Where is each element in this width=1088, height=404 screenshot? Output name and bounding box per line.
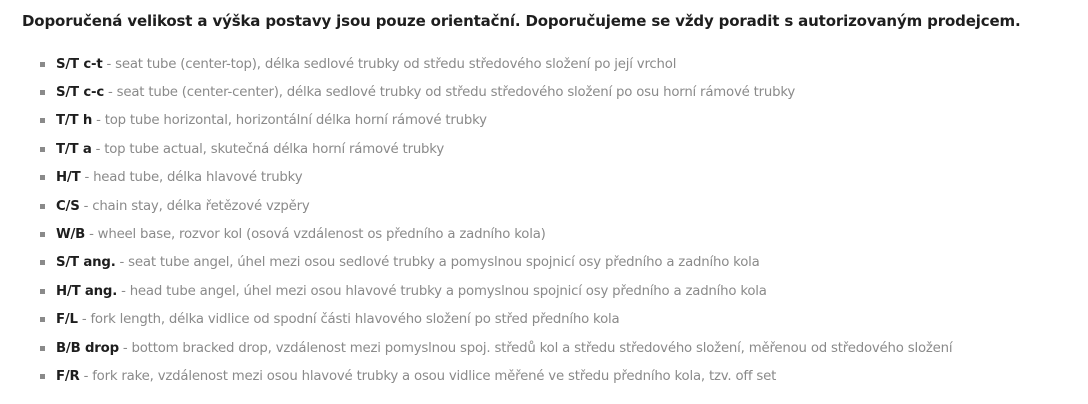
bullet-icon [40, 374, 45, 379]
legend-description: bottom bracked drop, vzdálenost mezi pomyslnou spoj. středů kol a středu středového složení, měřenou od středového složení [131, 340, 953, 356]
legend-abbreviation: T/T a [56, 141, 92, 157]
legend-abbreviation: H/T ang. [56, 283, 118, 299]
bullet-icon [40, 289, 45, 294]
bullet-icon [40, 175, 45, 180]
bullet-icon [40, 62, 45, 67]
bullet-icon [40, 90, 45, 95]
legend-item-ht-ang [40, 277, 952, 305]
legend-separator: - [95, 141, 101, 157]
legend-item-wb [40, 220, 952, 248]
geometry-legend-list [40, 50, 952, 391]
legend-abbreviation: T/T h [56, 113, 93, 129]
legend-separator: - [81, 312, 87, 328]
legend-item-fr [40, 362, 952, 390]
legend-abbreviation: F/L [56, 312, 78, 328]
legend-item-cs [40, 192, 952, 220]
bullet-icon [40, 260, 45, 265]
bullet-icon [40, 204, 45, 209]
legend-abbreviation: S/T c-c [56, 85, 105, 101]
legend-description: seat tube (center-center), délka sedlové trubky od středu středového složení po osu horní rámové trubky [116, 85, 796, 101]
bullet-icon [40, 147, 45, 152]
legend-abbreviation: W/B [56, 227, 86, 243]
legend-description: chain stay, délka řetězové vzpěry [92, 198, 310, 214]
legend-separator: - [106, 56, 112, 72]
legend-item-ht [40, 164, 952, 192]
legend-description: wheel base, rozvor kol (osová vzdálenost os předního a zadního kola) [97, 227, 546, 243]
legend-separator: - [89, 227, 94, 243]
legend-abbreviation: B/B drop [56, 340, 119, 356]
orientation-note: Doporučená velikost a výška postavy jsou pouze orientační. Doporučujeme se vždy poradit s autorizovaným prodejcem. [22, 12, 1021, 30]
bullet-icon [40, 317, 45, 322]
legend-description: fork rake, vzdálenost mezi osou hlavové trubky a osou vidlice měřené ve středu předního kola, tzv. off set [92, 368, 777, 384]
legend-description: head tube, délka hlavové trubky [93, 170, 303, 186]
legend-separator: - [122, 340, 128, 356]
legend-item-tt-a [40, 135, 952, 163]
legend-item-st-cc [40, 78, 952, 106]
legend-separator: - [119, 255, 125, 271]
bullet-icon [40, 346, 45, 351]
legend-abbreviation: S/T ang. [56, 255, 116, 271]
legend-item-st-ang [40, 249, 952, 277]
legend-description: head tube angel, úhel mezi osou hlavové trubky a pomyslnou spojnicí osy předního a zadního kola [129, 283, 767, 299]
legend-abbreviation: H/T [56, 170, 81, 186]
legend-separator: - [96, 113, 101, 129]
bullet-icon [40, 118, 45, 123]
legend-description: top tube horizontal, horizontální délka horní rámové trubky [104, 113, 487, 129]
bullet-icon [40, 232, 45, 237]
legend-item-bb-drop [40, 334, 952, 362]
legend-description: top tube actual, skutečná délka horní rámové trubky [104, 141, 444, 157]
legend-abbreviation: C/S [56, 198, 80, 214]
legend-description: fork length, délka vidlice od spodní části hlavového složení po střed předního kola [90, 312, 620, 328]
legend-abbreviation: S/T c-t [56, 56, 103, 72]
legend-separator: - [83, 198, 89, 214]
legend-separator: - [121, 283, 126, 299]
legend-abbreviation: F/R [56, 368, 80, 384]
legend-item-tt-h [40, 107, 952, 135]
legend-description: seat tube angel, úhel mezi osou sedlové trubky a pomyslnou spojnicí osy předního a zadního kola [128, 255, 760, 271]
legend-separator: - [84, 170, 90, 186]
legend-description: seat tube (center-top), délka sedlové trubky od středu středového složení po její vrchol [115, 56, 677, 72]
legend-item-fl [40, 306, 952, 334]
legend-separator: - [108, 85, 113, 101]
legend-item-st-ct [40, 50, 952, 78]
legend-separator: - [83, 368, 89, 384]
